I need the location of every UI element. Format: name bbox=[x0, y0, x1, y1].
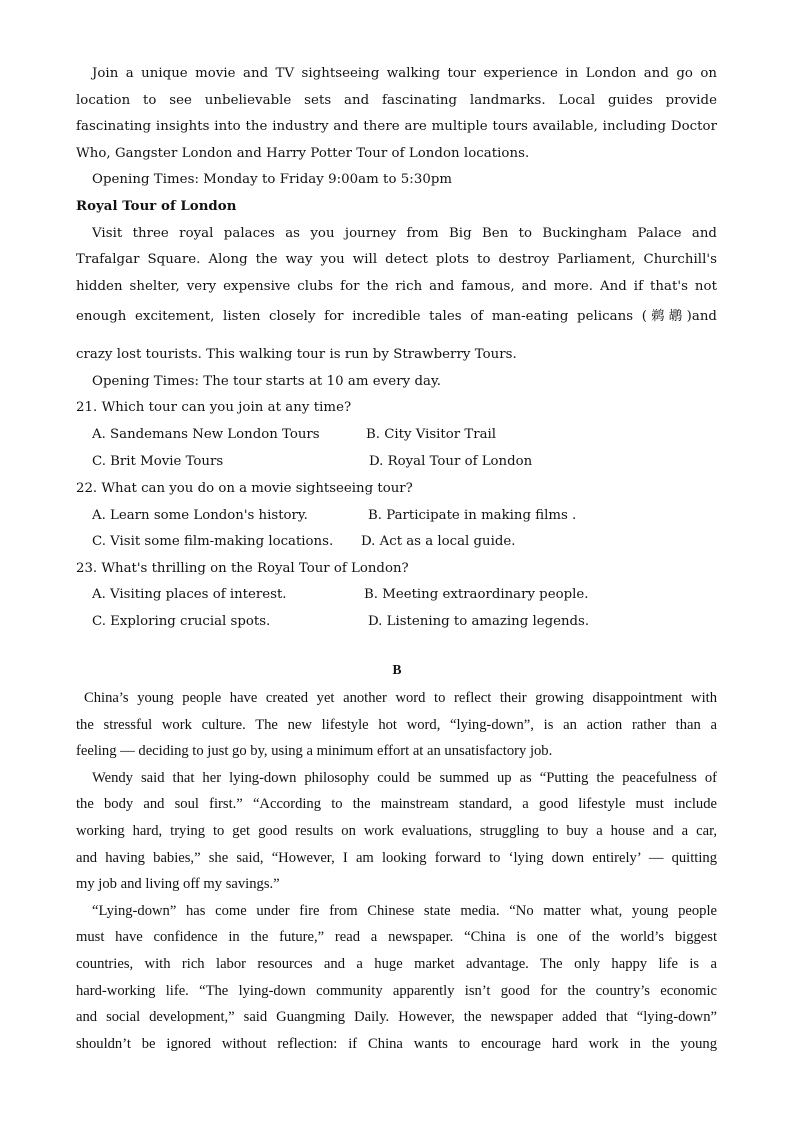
option-b: B. Meeting extraordinary people. bbox=[364, 587, 589, 602]
text-line: Join a unique movie and TV sightseeing walking tour experience in London and go on bbox=[92, 66, 717, 81]
text-line: hidden shelter, very expensive clubs for the rich and famous, and more. And if that's not bbox=[76, 278, 717, 294]
option-d: D. Act as a local guide. bbox=[361, 534, 516, 549]
text-line: Visit three royal palaces as you journey from Big Ben to Buckingham Palace and bbox=[92, 225, 717, 241]
option-d: D. Listening to amazing legends. bbox=[368, 614, 590, 629]
text-line: enough excitement, listen closely for incredible tales of man-eating pelicans (鹈鹕)and bbox=[76, 309, 717, 325]
section-b-body bbox=[76, 685, 717, 1057]
question-stem: 22. What can you do on a movie sightseeing tour? bbox=[76, 481, 413, 496]
opening-times: Opening Times: The tour starts at 10 am every day. bbox=[92, 373, 442, 389]
text-line: and having babies,” she said, “However, I am looking forward to ‘lying down entirely’ — quitting bbox=[76, 849, 717, 866]
text-line: crazy lost tourists. This walking tour is run by Strawberry Tours. bbox=[76, 347, 517, 362]
option-c: C. Visit some film-making locations. bbox=[92, 534, 334, 549]
option-a: A. Visiting places of interest. bbox=[92, 587, 287, 602]
option-c: C. Exploring crucial spots. bbox=[92, 614, 271, 629]
option-a: A. Sandemans New London Tours bbox=[92, 427, 320, 442]
option-c: C. Brit Movie Tours bbox=[92, 454, 224, 469]
opening-times: Opening Times: Monday to Friday 9:00am to 5:30pm bbox=[92, 172, 453, 188]
option-a: A. Learn some London's history. bbox=[92, 508, 308, 523]
text-line: the body and soul first.” “According to the mainstream standard, a good lifestyle must include bbox=[76, 796, 717, 813]
text-line: and social development,” said Guangming Daily. However, the newspaper added that “lying-down” bbox=[76, 1009, 717, 1026]
text-line: feeling — deciding to just go by, using a minimum effort at an unsatisfactory job. bbox=[76, 743, 553, 760]
text-line: Who, Gangster London and Harry Potter Tour of London locations. bbox=[76, 145, 530, 161]
section-heading: Royal Tour of London bbox=[76, 198, 237, 214]
intro-paragraph bbox=[76, 61, 717, 331]
question-stem: 23. What's thrilling on the Royal Tour of London? bbox=[76, 561, 409, 576]
text-line: working hard, trying to get good results on work evaluations, struggling to buy a house and a car, bbox=[76, 822, 717, 839]
text-line: Trafalgar Square. Along the way you will detect plots to destroy Parliament, Churchill's bbox=[76, 252, 717, 268]
text-line: fascinating insights into the industry and there are multiple tours available, including Doctor bbox=[76, 119, 717, 135]
text-line: China’s young people have created yet another word to reflect their growing disappointment with bbox=[84, 690, 717, 706]
option-d: D. Royal Tour of London bbox=[369, 454, 533, 469]
text-line: “Lying-down” has come under fire from Chinese state media. “No matter what, young people bbox=[92, 902, 717, 919]
text-line: hard-working life. “The lying-down community apparently isn’t good for the country’s economic bbox=[76, 982, 717, 999]
text-line: shouldn’t be ignored without reflection: if China wants to encourage hard work in the young bbox=[76, 1035, 717, 1052]
royal-paragraph-end bbox=[76, 342, 717, 422]
text-line: Wendy said that her lying-down philosophy could be summed up as “Putting the peacefulness of bbox=[92, 769, 717, 786]
text-line: the stressful work culture. The new lifestyle hot word, “lying-down”, is an action rather than a bbox=[76, 716, 717, 733]
option-b: B. Participate in making films . bbox=[368, 508, 577, 523]
question-stem: 21. Which tour can you join at any time? bbox=[76, 400, 352, 416]
section-title: B bbox=[392, 662, 402, 677]
text-line: countries, with rich labor resources and a huge market advantage. The only happy life is a bbox=[76, 955, 717, 972]
option-b: B. City Visitor Trail bbox=[366, 427, 497, 442]
text-line: location to see unbelievable sets and fascinating landmarks. Local guides provide bbox=[76, 92, 717, 108]
text-line: must have confidence in the future,” read a newspaper. “China is one of the world’s biggest bbox=[76, 929, 717, 946]
text-line: my job and living off my savings.” bbox=[76, 876, 280, 893]
